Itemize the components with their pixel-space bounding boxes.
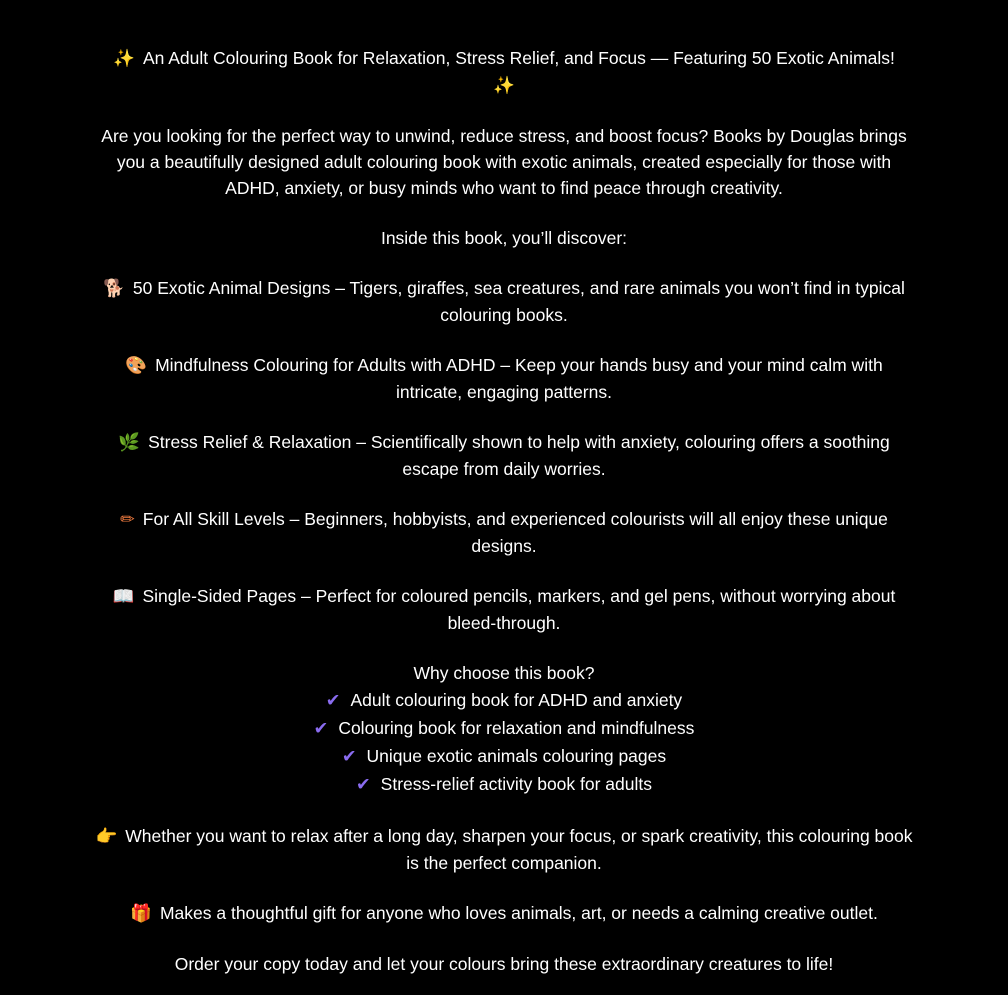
intro-paragraph: Are you looking for the perfect way to unwind, reduce stress, and boost focus? Books by Douglas brings you a beautifully designed adult colouring book with exotic animals, created especially for those with ADHD, anxiety, or busy minds who want to find peace through creativity. [101, 126, 907, 198]
pencil-icon: ✏ [120, 510, 135, 530]
feature-text: Stress Relief & Relaxation – Scientifically shown to help with anxiety, colouring offers a soothing escape from daily worries. [148, 432, 890, 479]
feature-item [94, 506, 914, 559]
feature-text: 50 Exotic Animal Designs – Tigers, giraffes, sea creatures, and rare animals you won’t find in typical colouring books. [132, 278, 905, 325]
feature-text: Mindfulness Colouring for Adults with ADHD – Keep your hands busy and your mind calm with intricate, engaging patterns. [155, 355, 883, 402]
check-item [94, 771, 914, 799]
gift-text: Makes a thoughtful gift for anyone who loves animals, art, or needs a calming creative outlet. [159, 903, 878, 923]
product-description [94, 0, 914, 977]
title-paragraph [94, 45, 914, 99]
check-item [94, 715, 914, 743]
feature-text: For All Skill Levels – Beginners, hobbyists, and experienced colourists will all enjoy these unique designs. [142, 509, 888, 556]
closing-paragraph [94, 823, 914, 876]
sparkles-icon: ✨ [493, 76, 515, 96]
checkmark-icon: ✔ [325, 691, 341, 711]
feature-item [94, 275, 914, 328]
title-text: An Adult Colouring Book for Relaxation, Stress Relief, and Focus — Featuring 50 Exotic Animals! [142, 48, 895, 68]
check-item-text: Unique exotic animals colouring pages [366, 746, 667, 766]
check-item [94, 743, 914, 771]
feature-text: Single-Sided Pages – Perfect for coloured pencils, markers, and gel pens, without worrying about bleed-through. [142, 586, 896, 633]
palette-icon: 🎨 [125, 356, 148, 376]
why-heading: Why choose this book? [413, 663, 595, 683]
check-item-text: Stress-relief activity book for adults [380, 774, 653, 794]
check-item-text: Adult colouring book for ADHD and anxiety [350, 690, 683, 710]
herb-icon: 🌿 [118, 433, 141, 453]
book-icon: 📖 [112, 587, 135, 607]
check-item-text: Colouring book for relaxation and mindfulness [338, 718, 695, 738]
checkmark-icon: ✔ [313, 719, 329, 739]
gift-icon: 🎁 [130, 904, 152, 924]
feature-item [94, 352, 914, 405]
pointing-hand-icon: 👉 [95, 827, 118, 847]
call-to-action: Order your copy today and let your colours bring these extraordinary creatures to life! [174, 954, 834, 974]
dog-icon: 🐕 [103, 279, 125, 299]
checkmark-icon: ✔ [355, 775, 371, 795]
check-item [94, 687, 914, 715]
checkmark-icon: ✔ [341, 747, 357, 767]
feature-item [94, 583, 914, 636]
sparkles-icon: ✨ [113, 49, 135, 69]
gift-paragraph [94, 900, 914, 927]
feature-item [94, 429, 914, 482]
why-section [94, 660, 914, 799]
closing-text: Whether you want to relax after a long day, sharpen your focus, or spark creativity, this colouring book is the perfect companion. [125, 826, 913, 873]
inside-heading: Inside this book, you’ll discover: [380, 228, 628, 248]
